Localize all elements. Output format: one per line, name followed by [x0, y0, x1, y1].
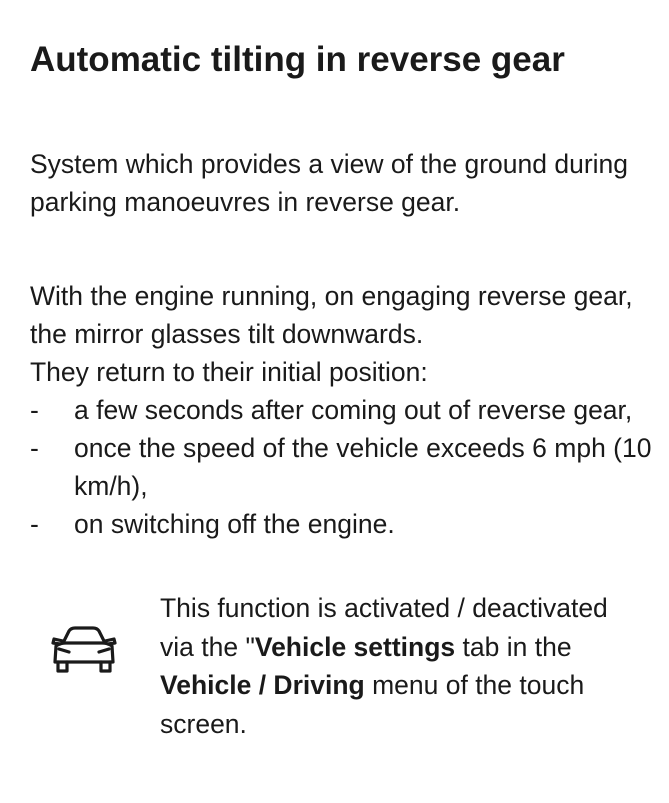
vehicle-driving-menu-label: Vehicle / Driving [160, 670, 365, 700]
note-text-1: This function is activated / deactivated via the " [160, 593, 608, 662]
list-item [30, 391, 655, 429]
body-paragraph [30, 277, 650, 391]
list-item-text: on switching off the engine. [74, 509, 395, 539]
list-item-text: a few seconds after coming out of reverse gear, [74, 395, 633, 425]
bullet-dash: - [30, 509, 39, 539]
note-text-3: menu of the touch screen. [160, 670, 585, 739]
list-intro: They return to their initial position: [30, 357, 428, 387]
body-text: With the engine running, on engaging reverse gear, the mirror glasses tilt downwards. [30, 281, 633, 349]
return-conditions-list [30, 391, 655, 543]
car-front-icon [48, 622, 120, 676]
intro-paragraph: System which provides a view of the ground during parking manoeuvres in reverse gear. [30, 149, 629, 217]
page-title: Automatic tilting in reverse gear [30, 40, 565, 79]
bullet-dash: - [30, 433, 39, 463]
list-item-text: once the speed of the vehicle exceeds 6 mph (10 km/h), [74, 433, 652, 501]
settings-note [160, 589, 640, 743]
list-item [30, 505, 655, 543]
note-text-2: tab in the [455, 631, 572, 662]
list-item [30, 429, 655, 505]
vehicle-settings-tab-label: Vehicle settings [254, 631, 456, 662]
bullet-dash: - [30, 395, 39, 425]
